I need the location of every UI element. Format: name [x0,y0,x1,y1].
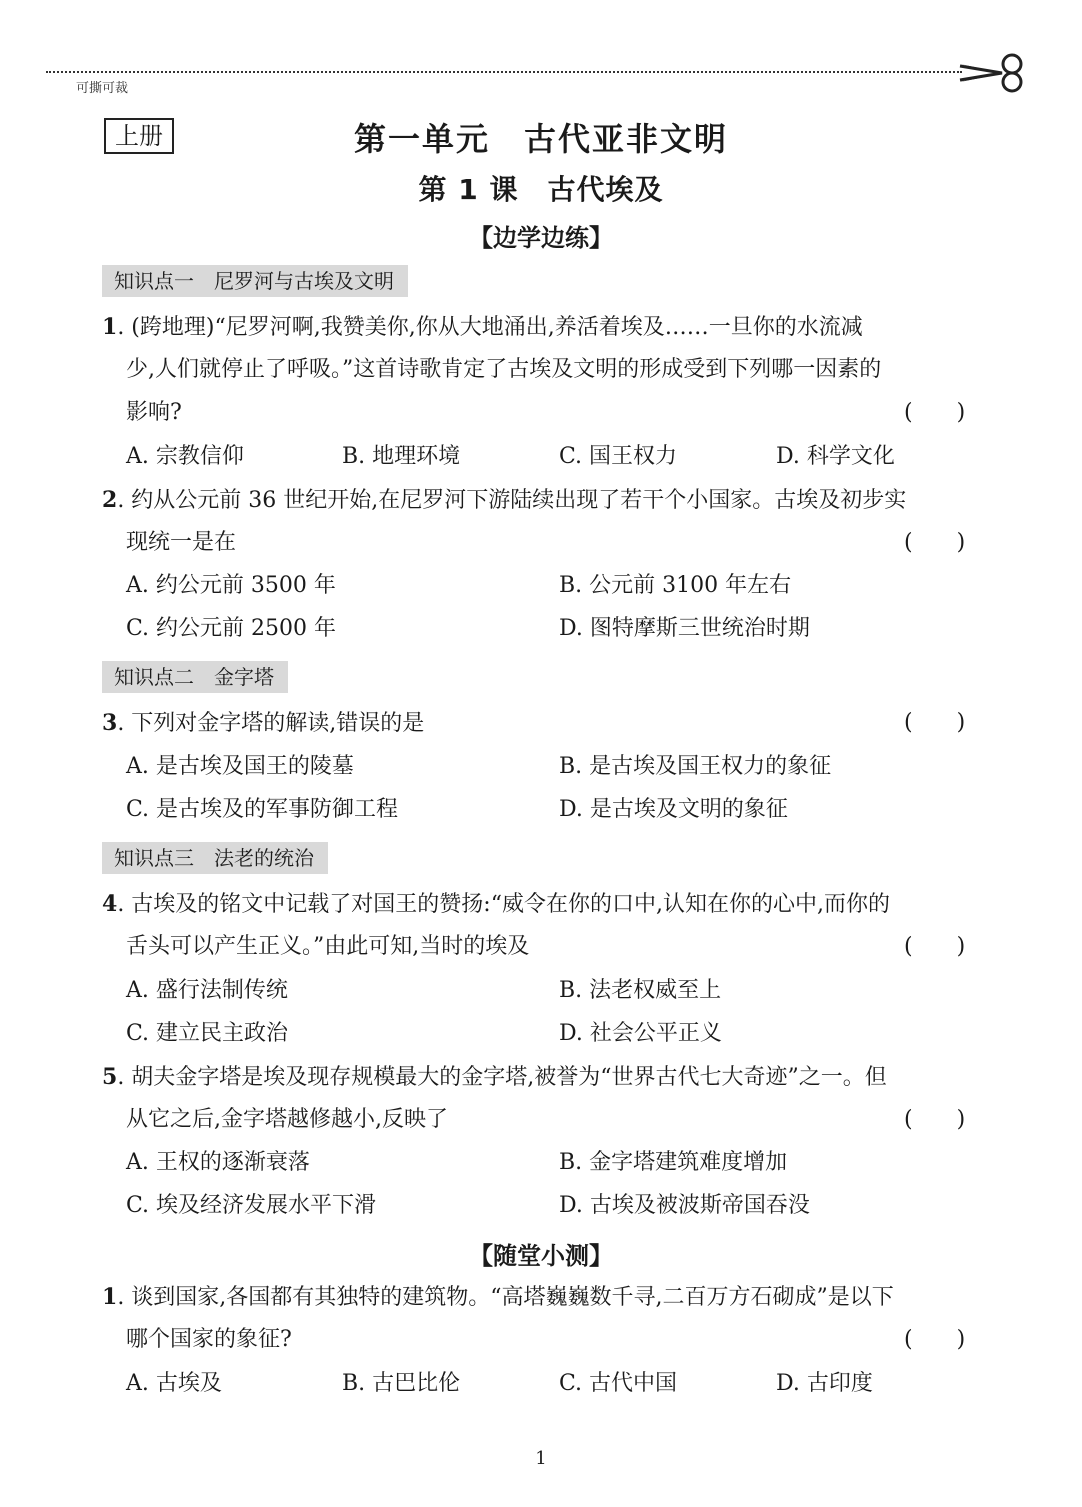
unit-title: 第一单元 古代亚非文明 [353,120,728,158]
volume-tag: 上册 [104,118,174,154]
answer-bracket[interactable]: ( ) [904,710,966,735]
question-1-line1 [102,312,863,343]
answer-bracket[interactable]: ( ) [904,934,966,959]
option-c[interactable]: C. 约公元前 2500 年 [126,616,337,641]
question-2-line1 [102,485,906,516]
option-a[interactable]: A. 古埃及 [126,1371,222,1396]
cut-line [46,71,962,73]
option-d[interactable]: D. 古印度 [776,1371,873,1396]
option-b[interactable]: B. 是古埃及国王权力的象征 [559,754,832,779]
scissors-icon [956,52,1028,94]
question-number: 2 [102,487,118,513]
option-c[interactable]: C. 建立民主政治 [126,1021,289,1046]
option-d[interactable]: D. 是古埃及文明的象征 [559,797,788,822]
option-d[interactable]: D. 社会公平正义 [559,1021,722,1046]
question-number: 5 [102,1064,118,1090]
question-number: 1 [102,1284,118,1310]
section-heading-quiz: 【随堂小测】 [469,1242,613,1270]
option-b[interactable]: B. 法老权威至上 [559,978,722,1003]
option-c[interactable]: C. 是古埃及的军事防御工程 [126,797,399,822]
question-2-line2: 现统一是在 [126,530,237,555]
lesson-title: 第 1 课 古代埃及 [418,173,664,206]
option-b[interactable]: B. 地理环境 [342,444,461,469]
question-5-line2: 从它之后,金字塔越修越小,反映了 [126,1107,448,1132]
page-number: 1 [535,1448,547,1469]
option-a[interactable]: A. 王权的逐渐衰落 [126,1150,310,1175]
option-b[interactable]: B. 金字塔建筑难度增加 [559,1150,788,1175]
knowledge-point-2: 知识点二 金字塔 [102,661,288,693]
cut-label: 可撕可裁 [76,81,129,96]
option-d[interactable]: D. 古埃及被波斯帝国吞没 [559,1193,810,1218]
answer-bracket[interactable]: ( ) [904,400,966,425]
knowledge-point-1: 知识点一 尼罗河与古埃及文明 [102,265,408,297]
question-1-line2: 少,人们就停止了呼吸。”这首诗歌肯定了古埃及文明的形成受到下列哪一因素的 [126,357,882,382]
answer-bracket[interactable]: ( ) [904,1327,966,1352]
question-5-line1 [102,1062,887,1093]
option-a[interactable]: A. 盛行法制传统 [126,978,288,1003]
question-text: . 胡夫金字塔是埃及现存规模最大的金字塔,被誉为“世界古代七大奇迹”之一。但 [117,1065,887,1090]
question-number: 4 [102,891,118,917]
option-a[interactable]: A. 是古埃及国王的陵墓 [126,754,354,779]
question-number: 1 [102,314,118,340]
question-text: . 谈到国家,各国都有其独特的建筑物。“高塔巍巍数千寻,二百万方石砌成”是以下 [117,1285,894,1310]
question-3-line1 [102,708,424,739]
quiz-question-1-line2: 哪个国家的象征? [126,1327,292,1352]
question-text: . 古埃及的铭文中记载了对国王的赞扬:“威令在你的口中,认知在你的心中,而你的 [117,892,890,917]
option-c[interactable]: C. 古代中国 [559,1371,678,1396]
question-text: . (跨地理)“尼罗河啊,我赞美你,你从大地涌出,养活着埃及……一旦你的水流减 [117,315,863,340]
option-b[interactable]: B. 古巴比伦 [342,1371,461,1396]
option-b[interactable]: B. 公元前 3100 年左右 [559,573,792,598]
question-4-line2: 舌头可以产生正义。”由此可知,当时的埃及 [126,934,530,959]
answer-bracket[interactable]: ( ) [904,1107,966,1132]
option-d[interactable]: D. 科学文化 [776,444,895,469]
option-a[interactable]: A. 宗教信仰 [126,444,244,469]
option-a[interactable]: A. 约公元前 3500 年 [126,573,336,598]
question-4-line1 [102,889,890,920]
question-text: . 约从公元前 36 世纪开始,在尼罗河下游陆续出现了若干个小国家。古埃及初步实 [117,488,907,513]
option-c[interactable]: C. 埃及经济发展水平下滑 [126,1193,377,1218]
quiz-question-1-line1 [102,1282,894,1313]
section-heading-practice: 【边学边练】 [469,224,613,252]
answer-bracket[interactable]: ( ) [904,530,966,555]
question-number: 3 [102,710,118,736]
option-d[interactable]: D. 图特摩斯三世统治时期 [559,616,810,641]
question-1-line3: 影响? [126,400,182,425]
knowledge-point-3: 知识点三 法老的统治 [102,842,328,874]
option-c[interactable]: C. 国王权力 [559,444,678,469]
question-text: . 下列对金字塔的解读,错误的是 [117,711,425,736]
